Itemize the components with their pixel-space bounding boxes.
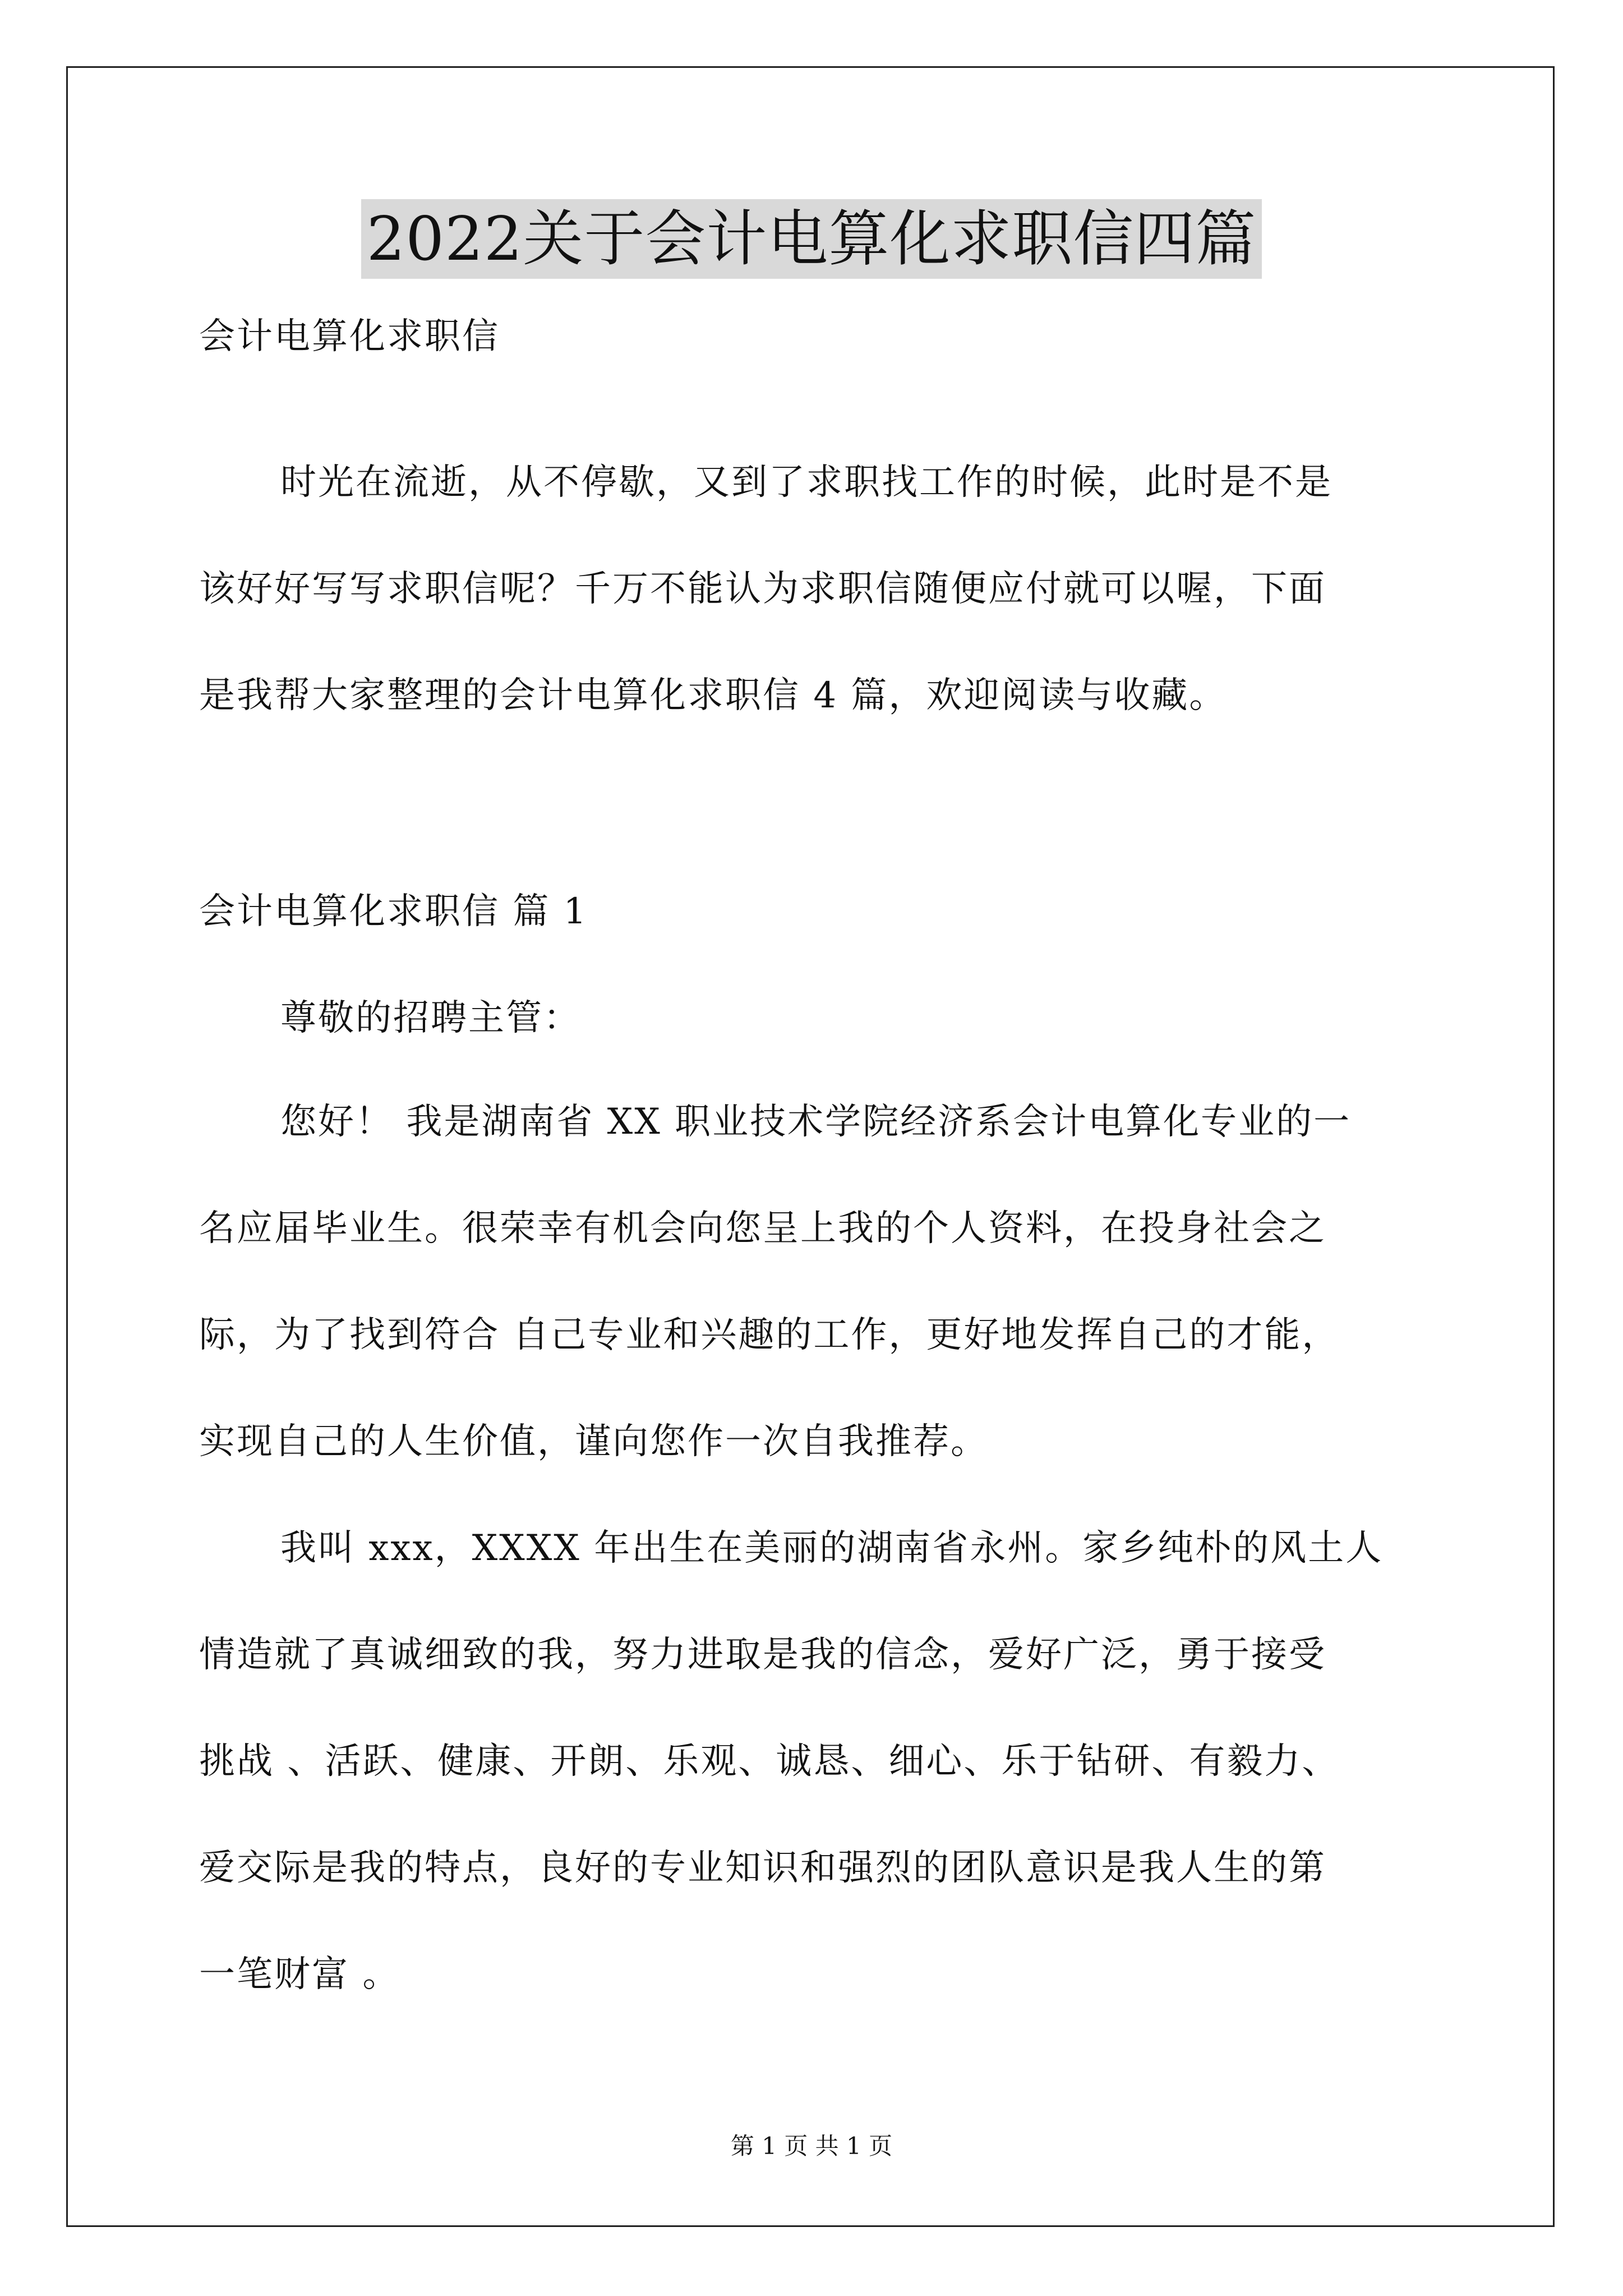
paragraph-line: 时光在流逝，从不停歇，又到了求职找工作的时候，此时是不是 <box>280 462 1332 503</box>
salutation: 尊敬的招聘主管： <box>280 997 581 1039</box>
paragraph-line: 爱交际是我的特点，良好的专业知识和强烈的团队意识是我人生的第 <box>199 1847 1326 1889</box>
section-heading: 会计电算化求职信 篇 1 <box>199 891 588 932</box>
paragraph-line: 您好！ 我是湖南省 XX 职业技术学院经济系会计电算化专业的一 <box>280 1101 1352 1143</box>
paragraph-line: 该好好写写求职信呢？千万不能认为求职信随便应付就可以喔，下面 <box>199 568 1326 610</box>
page-footer: 第 1 页 共 1 页 <box>730 2132 893 2160</box>
paragraph-line: 我叫 xxx，XXXX 年出生在美丽的湖南省永州。家乡纯朴的风土人 <box>280 1527 1384 1569</box>
paragraph-line: 挑战 、活跃、健康、开朗、乐观、诚恳、细心、乐于钻研、有毅力、 <box>199 1741 1340 1782</box>
paragraph-line: 是我帮大家整理的会计电算化求职信 4 篇，欢迎阅读与收藏。 <box>199 675 1227 716</box>
paragraph-line: 情造就了真诚细致的我，努力进取是我的信念，爱好广泛，勇于接受 <box>199 1634 1326 1676</box>
paragraph-line: 名应届毕业生。很荣幸有机会向您呈上我的个人资料，在投身社会之 <box>199 1208 1326 1249</box>
page-border <box>66 66 1555 2227</box>
document-title: 2022关于会计电算化求职信四篇 <box>361 199 1262 279</box>
paragraph-line: 一笔财富 。 <box>199 1954 400 1995</box>
title-container <box>0 199 1623 279</box>
paragraph-line: 际，为了找到符合 自己专业和兴趣的工作，更好地发挥自己的才能， <box>199 1314 1340 1356</box>
paragraph-line: 实现自己的人生价值，谨向您作一次自我推荐。 <box>199 1421 988 1462</box>
section-heading: 会计电算化求职信 <box>199 316 500 357</box>
